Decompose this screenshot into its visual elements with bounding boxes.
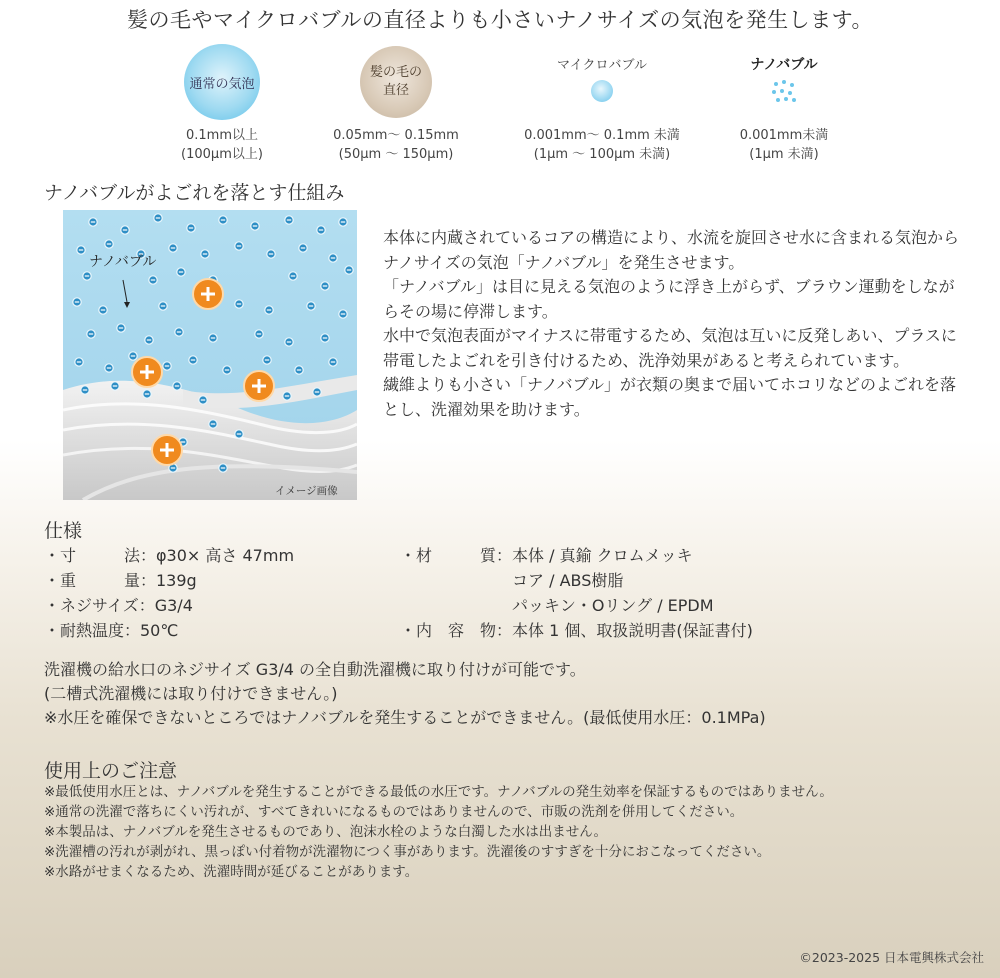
nanobubble-illustration: [63, 210, 357, 500]
nano-bubbles-icon: [772, 80, 796, 104]
compat-line-2: (二槽式洗濯機には取り付けできません。): [44, 684, 338, 703]
mechanism-description: [383, 226, 963, 422]
caution-item-5: ※水路がせまくなるため、洗濯時間が延びることがあります。: [44, 864, 419, 880]
headline: 髪の毛やマイクロバブルの直径よりも小さいナノサイズの気泡を発生します。: [127, 8, 873, 32]
copyright: ©2023-2025 日本電興株式会社: [799, 950, 984, 965]
hair-size-um: (50μm 〜 150μm): [338, 147, 454, 162]
spec-weight: ・重 量：139g: [44, 571, 197, 590]
spec-contents: ・内 容 物：本体 1 個、取扱説明書(保証書付): [400, 621, 753, 640]
spec-material-packing: パッキン・Oリング / EPDM: [400, 596, 714, 615]
nano-size: 0.001mm未満: [739, 128, 829, 143]
caution-item-2: ※通常の洗濯で落ちにくい汚れが、すべてきれいになるものではありませんので、市販の洗剤を併用してください。: [44, 804, 744, 820]
illustration-svg: [63, 210, 357, 500]
bubble-nano: [684, 44, 884, 164]
spec-heat-resistance: ・耐熱温度：50℃: [44, 621, 179, 640]
hair-size: 0.05mm〜 0.15mm: [333, 128, 459, 143]
micro-size: 0.001mm〜 0.1mm 未満: [524, 128, 680, 143]
bubble-micro: [502, 44, 702, 164]
bubble-regular: [122, 44, 322, 164]
nano-size-um: (1μm 未満): [749, 147, 819, 162]
spec-dimensions: ・寸 法：φ30× 高さ 47mm: [44, 546, 295, 565]
micro-bubble-icon: [591, 80, 613, 102]
regular-size: 0.1mm以上: [185, 128, 258, 143]
regular-size-um: (100μm以上): [181, 147, 263, 162]
caution-item-3: ※本製品は、ナノバブルを発生させるものであり、泡沫水栓のような白濁した水は出ません。: [44, 824, 608, 840]
spec-title: 仕様: [44, 520, 83, 542]
compat-line-3: ※水圧を確保できないところではナノバブルを発生することができません。(最低使用水圧：0.1MPa): [44, 708, 766, 727]
micro-size-um: (1μm 〜 100μm 未満): [533, 147, 671, 162]
cautions-title: 使用上のご注意: [44, 760, 178, 782]
mech-paragraph-3: 水中で気泡表面がマイナスに帯電するため、気泡は互いに反発しあい、プラスに帯電したよごれを引き付けるため、洗浄効果があると考えられています。: [383, 326, 957, 370]
nanobubble-pointer-label: ナノバブル: [89, 253, 157, 269]
caution-item-4: ※洗濯槽の汚れが剥がれ、黒っぽい付着物が洗濯物につく事があります。洗濯後のすすぎを十分におこなってください。: [44, 844, 771, 860]
spec-material-core: コア / ABS樹脂: [400, 571, 624, 590]
compat-line-1: 洗濯機の給水口のネジサイズ G3/4 の全自動洗濯機に取り付けが可能です。: [44, 660, 586, 679]
mech-paragraph-1: 本体に内蔵されているコアの構造により、水流を旋回させ水に含まれる気泡からナノサイズの気泡「ナノバブル」を発生させます。: [383, 228, 960, 272]
caution-item-1: ※最低使用水圧とは、ナノバブルを発生することができる最低の水圧です。ナノバブルの発生効率を保証するものではありません。: [44, 784, 833, 800]
nano-label: ナノバブル: [750, 57, 818, 73]
micro-label: マイクロバブル: [557, 58, 647, 73]
compatibility-notes: [44, 658, 766, 730]
cautions-list: [44, 782, 959, 882]
image-caption: イメージ画像: [275, 485, 338, 497]
spec-thread-size: ・ネジサイズ：G3/4: [44, 596, 193, 615]
mech-paragraph-4: 繊維よりも小さい「ナノバブル」が衣類の奥まで届いてホコリなどのよごれを落とし、洗濯効果を助けます。: [383, 375, 956, 419]
regular-bubble-icon: 通常の気泡: [184, 44, 260, 120]
spec-material-body: ・材 質：本体 / 真鍮 クロムメッキ: [400, 546, 693, 565]
mechanism-title: ナノバブルがよごれを落とす仕組み: [44, 182, 345, 204]
mech-paragraph-2: 「ナノバブル」は目に見える気泡のように浮き上がらず、ブラウン運動をしながらその場に停滞します。: [383, 277, 955, 321]
bubble-hair: [296, 44, 496, 164]
hair-circle-icon: 髪の毛の 直径: [360, 46, 432, 118]
